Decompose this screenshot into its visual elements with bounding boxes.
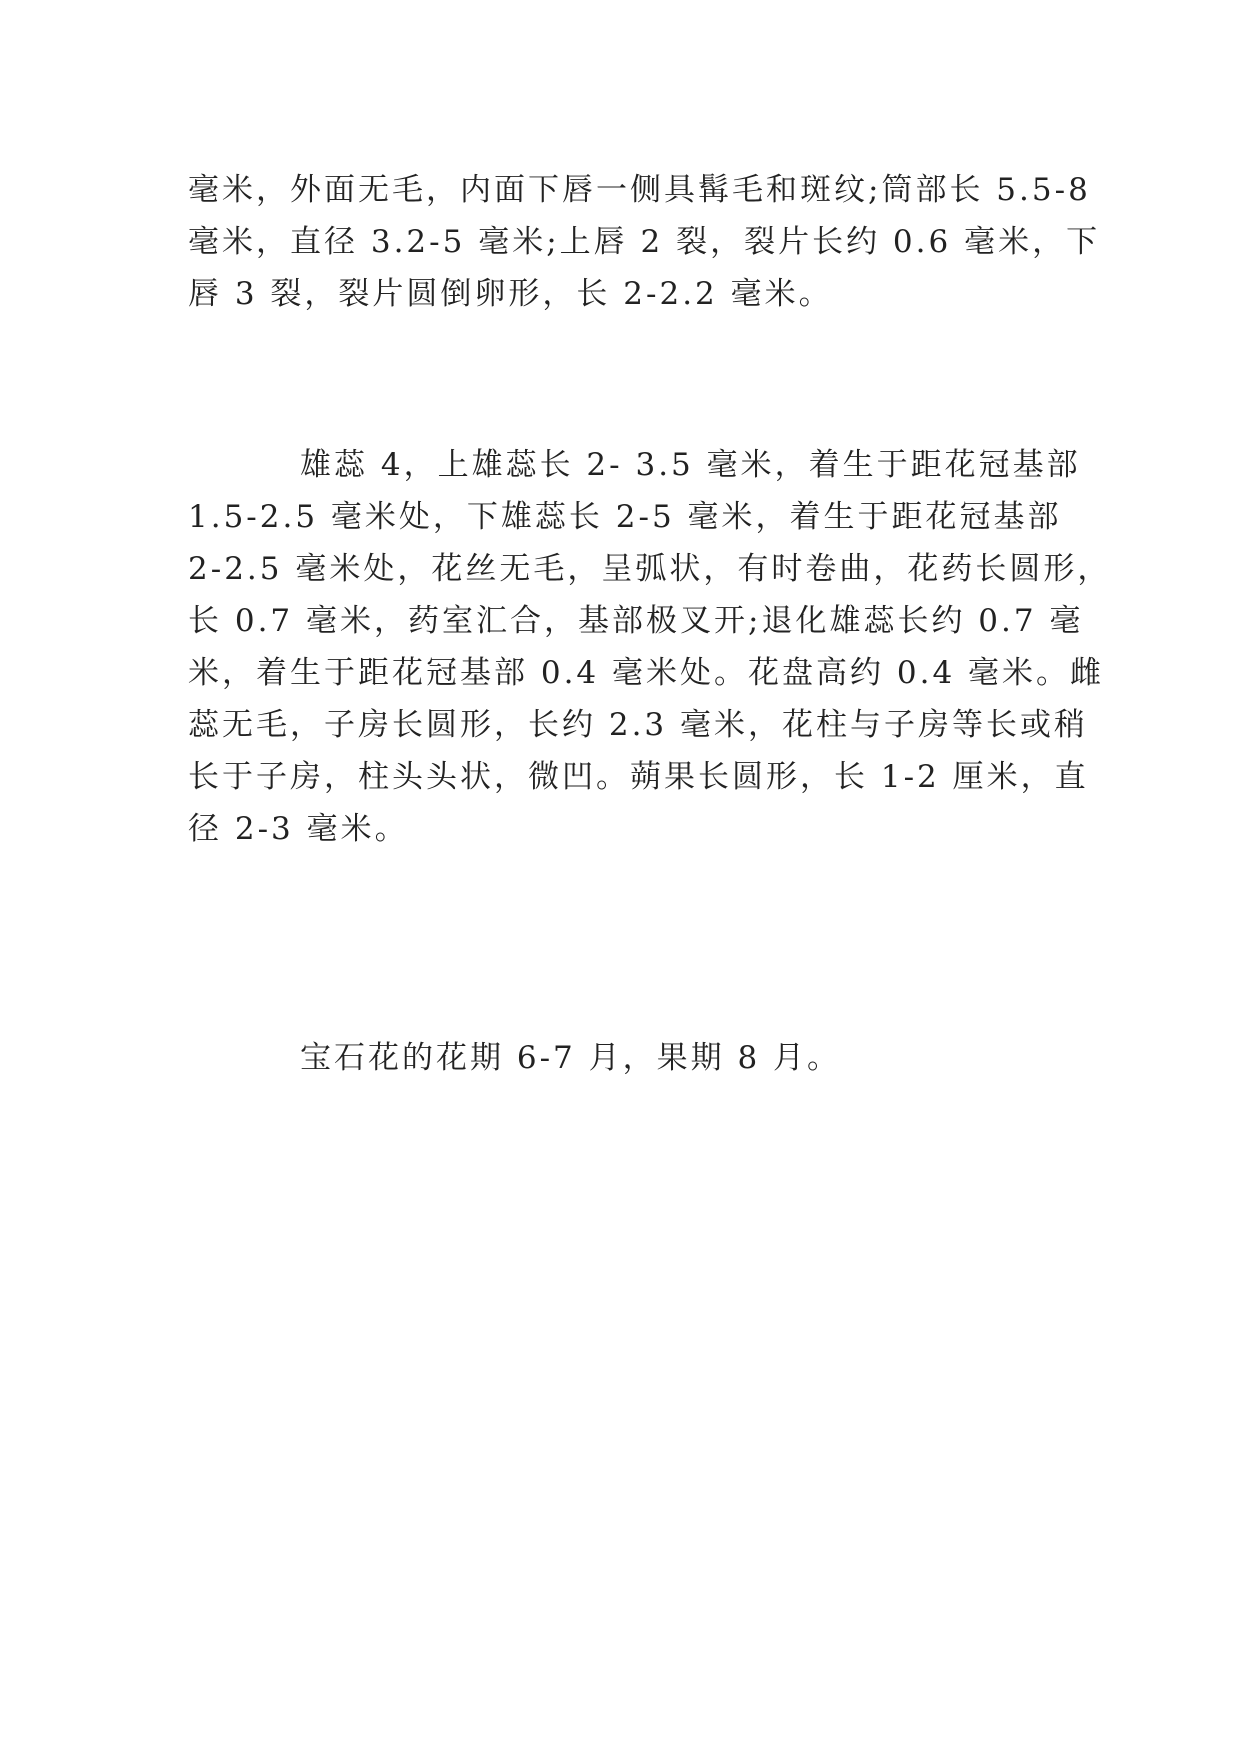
text-line: 2-2.5 毫米处，花丝无毛，呈弧状，有时卷曲，花药长圆形， <box>188 551 1112 587</box>
text-line: 毫米，直径 3.2-5 毫米;上唇 2 裂，裂片长约 0.6 毫米，下 <box>188 224 1101 260</box>
text-line: 唇 3 裂，裂片圆倒卵形，长 2-2.2 毫米。 <box>188 276 833 312</box>
text-line: 宝石花的花期 6-7 月，果期 8 月。 <box>300 1040 842 1076</box>
text-line: 1.5-2.5 毫米处，下雄蕊长 2-5 毫米，着生于距花冠基部 <box>188 499 1062 535</box>
text-line: 长于子房，柱头头状，微凹。蒴果长圆形，长 1-2 厘米，直 <box>188 759 1089 795</box>
text-line: 蕊无毛，子房长圆形，长约 2.3 毫米，花柱与子房等长或稍 <box>188 707 1089 743</box>
text-line: 毫米，外面无毛，内面下唇一侧具髯毛和斑纹;筒部长 5.5-8 <box>188 172 1091 208</box>
text-line: 米，着生于距花冠基部 0.4 毫米处。花盘高约 0.4 毫米。雌 <box>188 655 1105 691</box>
text-line: 雄蕊 4，上雄蕊长 2- 3.5 毫米，着生于距花冠基部 <box>300 447 1081 483</box>
text-line: 径 2-3 毫米。 <box>188 811 409 847</box>
text-line: 长 0.7 毫米，药室汇合，基部极叉开;退化雄蕊长约 0.7 毫 <box>188 603 1084 639</box>
